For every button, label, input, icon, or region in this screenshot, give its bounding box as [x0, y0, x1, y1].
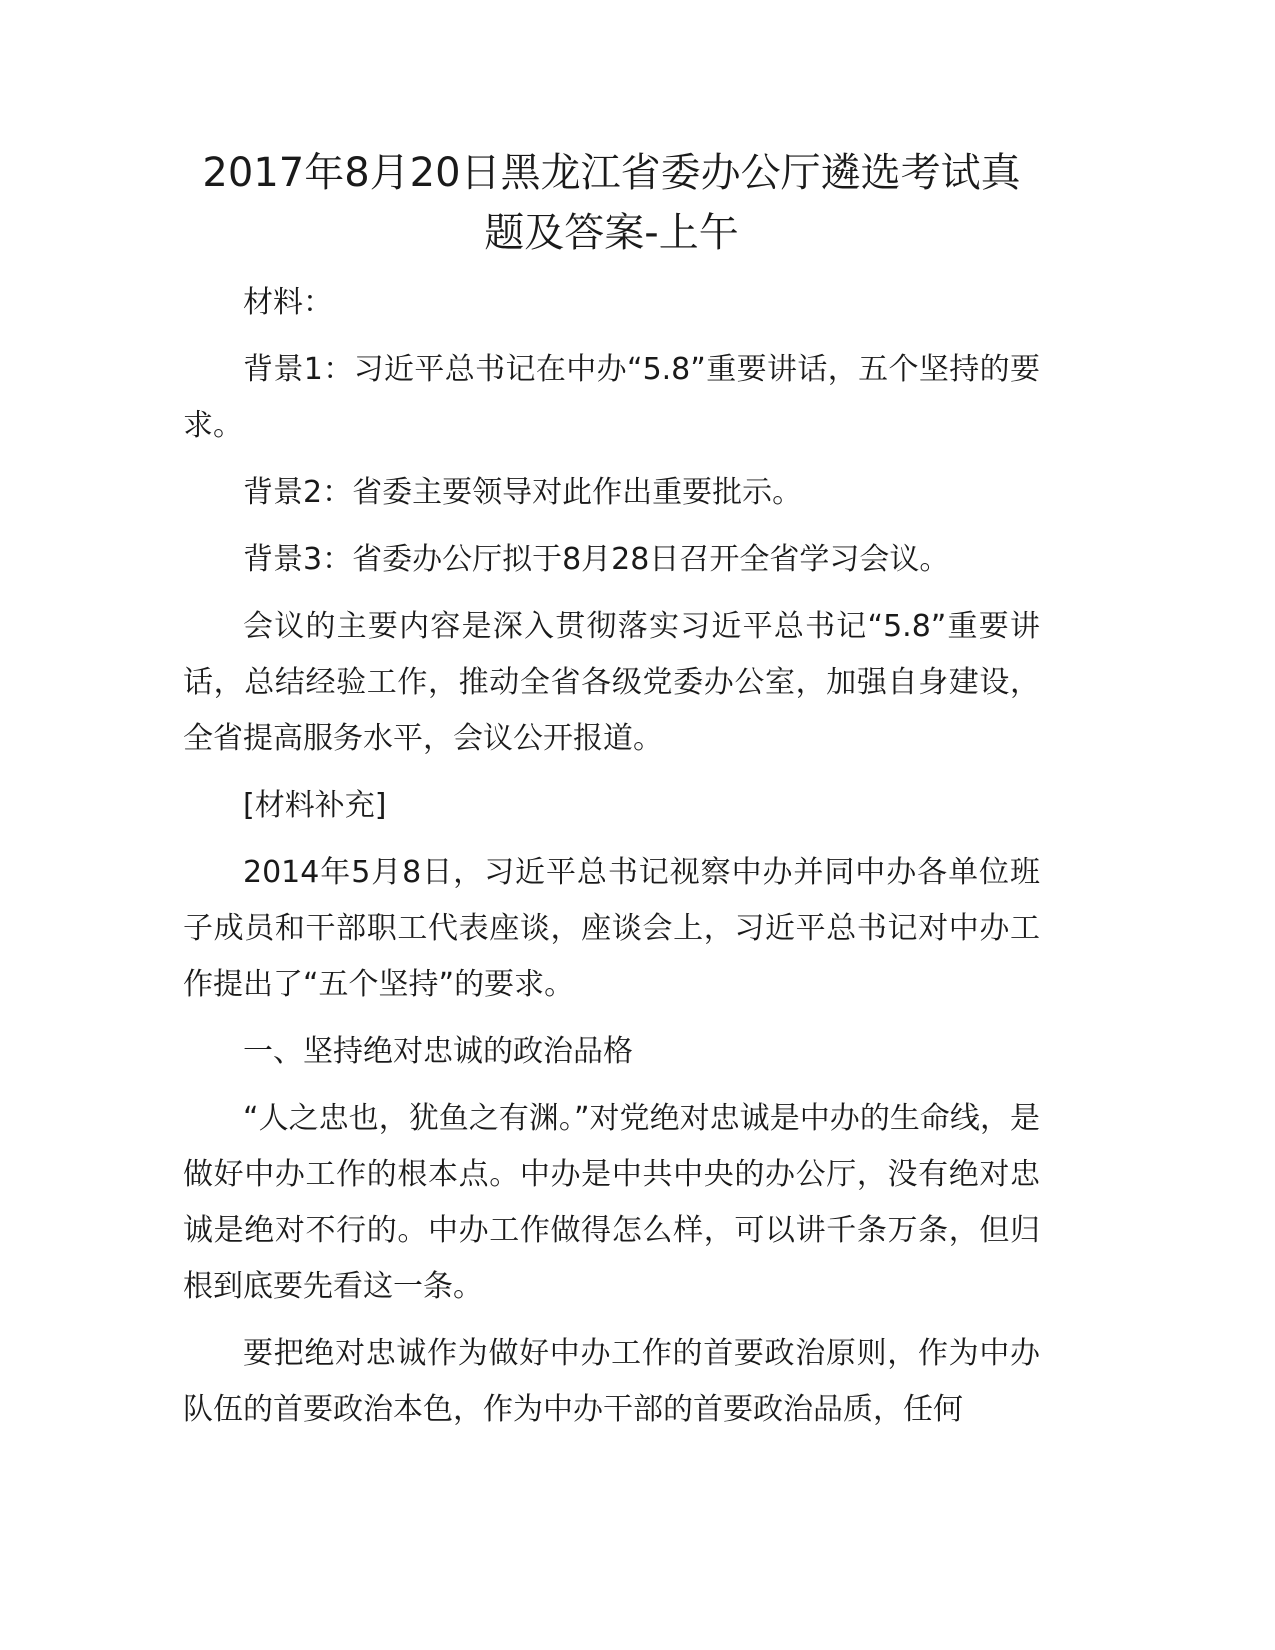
document-body: [183, 143, 1040, 1449]
paragraph-supplement-heading: [材料补充]: [243, 788, 387, 823]
paragraph-materials-label: 材料：: [243, 285, 333, 320]
paragraph-background-1: 背景1：习近平总书记在中办“5.8”重要讲话，五个坚持的要求。: [183, 352, 1040, 443]
paragraph-loyalty-principle: 要把绝对忠诚作为做好中办工作的首要政治原则，作为中办队伍的首要政治本色，作为中办干部的首要政治品质，任何: [183, 1336, 1040, 1427]
document-title: 2017年8月20日黑龙江省委办公厅遴选考试真题及答案-上午: [202, 150, 1021, 256]
paragraph-background-2: 背景2：省委主要领导对此作出重要批示。: [243, 475, 803, 510]
paragraph-background-3: 背景3：省委办公厅拟于8月28日召开全省学习会议。: [243, 542, 950, 577]
paragraph-meeting-content: 会议的主要内容是深入贯彻落实习近平总书记“5.8”重要讲话，总结经验工作，推动全省各级党委办公室，加强自身建设，全省提高服务水平，会议公开报道。: [183, 609, 1040, 756]
section-heading-loyalty: 一、坚持绝对忠诚的政治品格: [243, 1034, 633, 1069]
paragraph-2014-visit: 2014年5月8日，习近平总书记视察中办并同中办各单位班子成员和干部职工代表座谈，座谈会上，习近平总书记对中办工作提出了“五个坚持”的要求。: [183, 855, 1040, 1002]
paragraph-loyalty-quote: “人之忠也，犹鱼之有渊。”对党绝对忠诚是中办的生命线，是做好中办工作的根本点。中办是中共中央的办公厅，没有绝对忠诚是绝对不行的。中办工作做得怎么样，可以讲千条万条，但归根到底要先看这一条。: [183, 1101, 1040, 1304]
